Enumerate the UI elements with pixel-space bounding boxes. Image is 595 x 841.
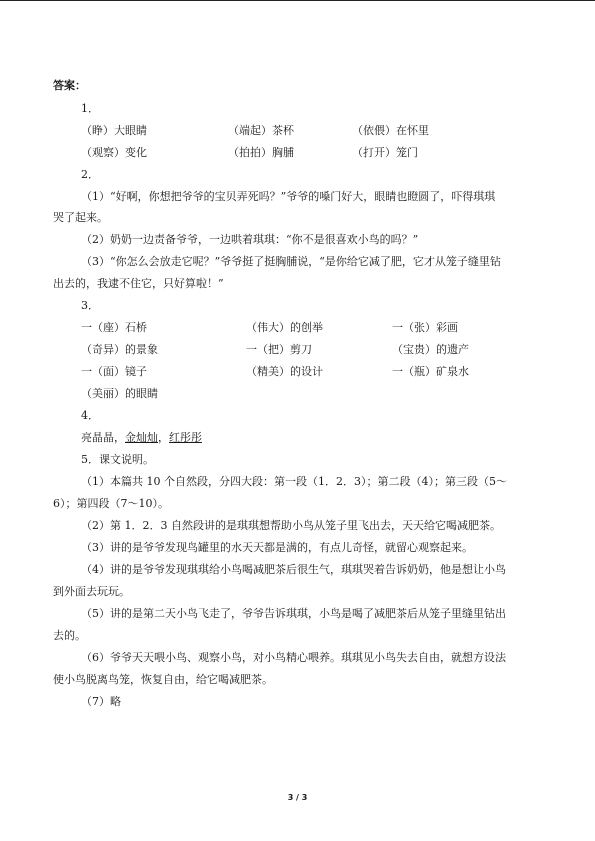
answer-title: 答案： [53, 79, 86, 92]
s1-item: （端起）茶杯 [228, 124, 294, 137]
s2-paragraph-2: （2）奶奶一边责备爷爷，一边哄着琪琪：“你不是很喜欢小鸟的吗？” [81, 233, 419, 246]
s1-item: （拍拍）胸脯 [228, 146, 294, 159]
s3-item: （美丽）的眼睛 [81, 387, 158, 400]
s5-paragraph-3: （3）讲的是爷爷发现鸟罐里的水天天都是满的，有点儿奇怪，就留心观察起来。 [81, 541, 473, 554]
s3-item: （奇异）的景象 [81, 343, 158, 356]
s3-item: 一（瓶）矿泉水 [392, 365, 469, 378]
page-number: 3 / 3 [287, 793, 308, 802]
s5-paragraph-2: （2）第 1．2．3 自然段讲的是琪琪想帮助小鸟从笼子里飞出去，天天给它喝减肥茶。 [81, 519, 501, 532]
section-3-number: 3． [81, 299, 99, 312]
s3-item: （伟大）的创举 [246, 321, 323, 334]
s5-paragraph-5: （5）讲的是第二天小鸟飞走了，爷爷告诉琪琪，小鸟是喝了减肥茶后从笼子里缝里钻出 [81, 607, 506, 620]
section-5-heading: 5．课文说明。 [81, 453, 154, 466]
section-1-number: 1． [81, 102, 99, 115]
s4-underlined-word-2: 红彤彤 [169, 431, 202, 444]
s3-item: （宝贵）的遗产 [392, 343, 469, 356]
section-2-number: 2． [81, 168, 99, 181]
page-top-rule [0, 0, 595, 1]
s1-item: （睁）大眼睛 [81, 124, 147, 137]
s3-item: 一（把）剪刀 [246, 343, 312, 356]
s5-paragraph-7: （7）略 [81, 695, 121, 708]
s1-item: （观察）变化 [81, 146, 147, 159]
s4-separator: ， [158, 431, 169, 444]
section-4-number: 4． [81, 409, 99, 422]
s5-paragraph-5-cont: 去的。 [53, 629, 86, 642]
s5-paragraph-6: （6）爷爷天天喂小鸟、观察小鸟，对小鸟精心喂养。琪琪见小鸟失去自由，就想方设法 [81, 651, 506, 664]
s3-item: （精美）的设计 [246, 365, 323, 378]
s3-item: 一（面）镜子 [81, 365, 147, 378]
s1-item: （依偎）在怀里 [352, 124, 429, 137]
s2-paragraph-3-cont: 出去的，我逮不住它，只好算啦！” [53, 277, 224, 290]
s3-item: 一（张）彩画 [392, 321, 458, 334]
s4-underlined-word-1: 金灿灿 [125, 431, 158, 444]
s4-prefix: 亮晶晶， [81, 431, 125, 444]
s4-words [81, 431, 202, 445]
s5-paragraph-1: （1）本篇共 10 个自然段，分四大段：第一段（1．2．3）；第二段（4）；第三段（5～ [81, 475, 507, 488]
s1-item: （打开）笼门 [352, 146, 418, 159]
s2-paragraph-1: （1）“好啊，你想把爷爷的宝贝弄死吗？”爷爷的嗓门好大，眼睛也瞪圆了，吓得琪琪 [81, 190, 496, 203]
s5-paragraph-4: （4）讲的是爷爷发现琪琪给小鸟喝减肥茶后很生气，琪琪哭着告诉奶奶，他是想让小鸟 [81, 563, 506, 576]
s3-item: 一（座）石桥 [81, 321, 147, 334]
s5-paragraph-1-cont: 6）；第四段（7～10）。 [53, 497, 169, 510]
s5-paragraph-6-cont: 使小鸟脱离鸟笼，恢复自由，给它喝减肥茶。 [53, 673, 273, 686]
s2-paragraph-3: （3）“你怎么会放走它呢？”爷爷挺了挺胸脯说，“是你给它减了肥，它才从笼子缝里钻 [81, 255, 501, 268]
s5-paragraph-4-cont: 到外面去玩玩。 [53, 585, 130, 598]
s2-paragraph-1-cont: 哭了起来。 [53, 211, 108, 224]
